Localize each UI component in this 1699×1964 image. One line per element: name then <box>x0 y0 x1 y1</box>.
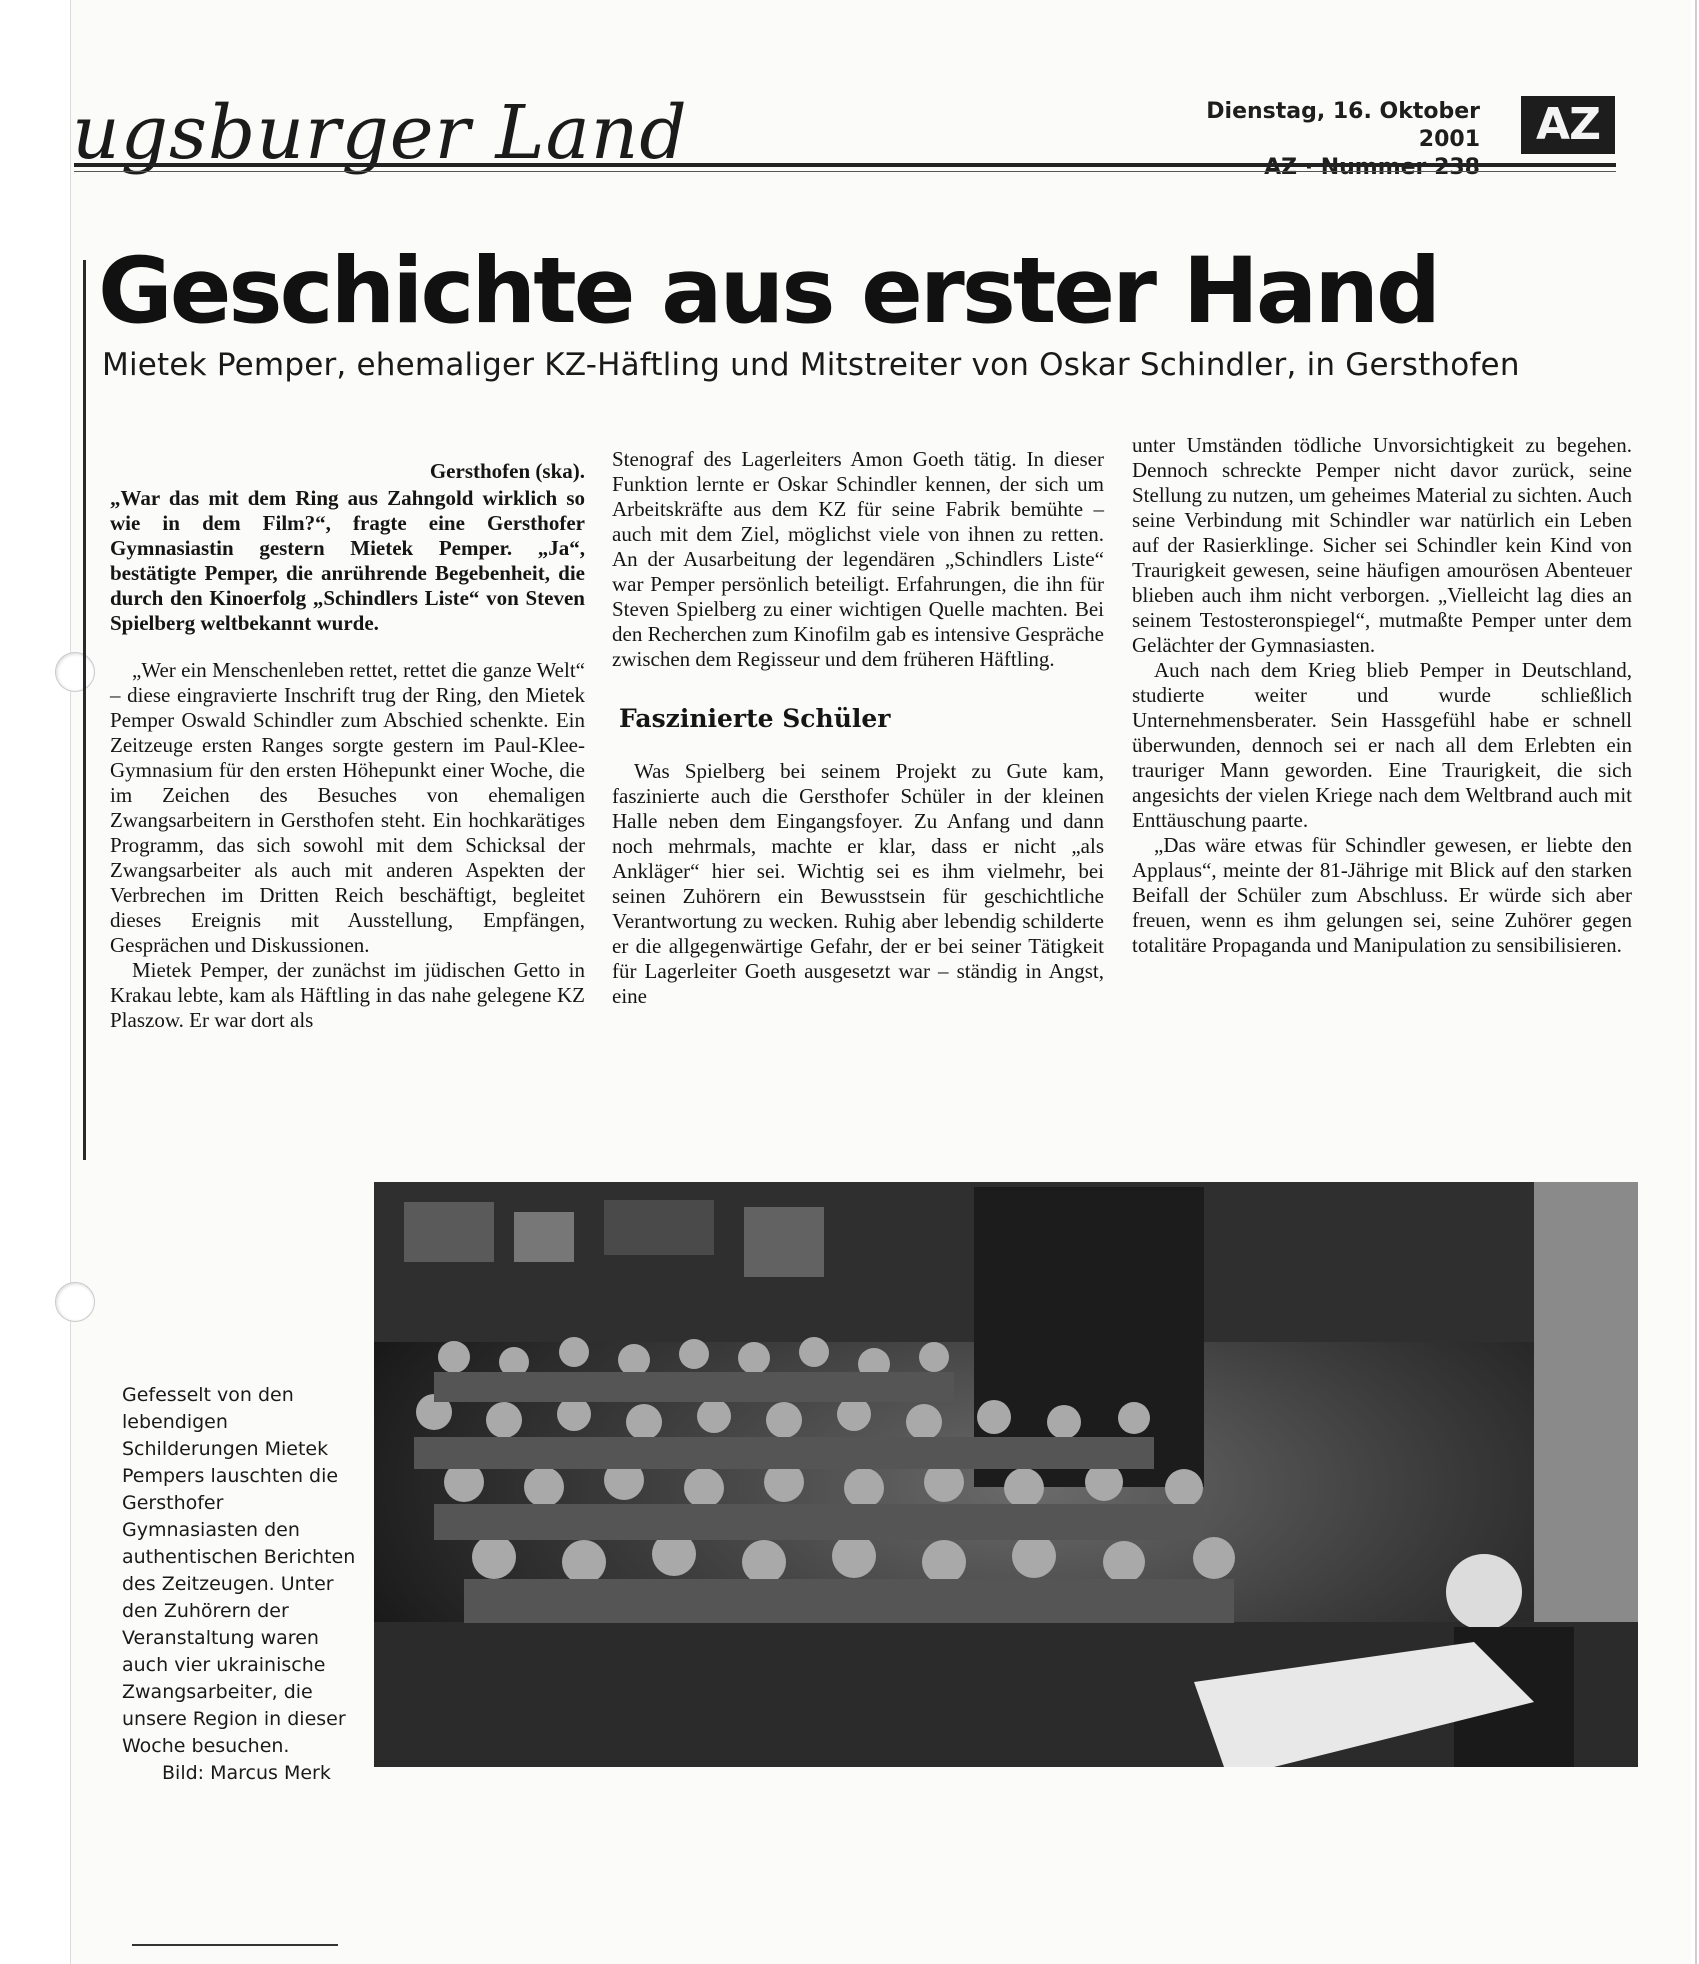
article-column-3 <box>1132 433 1632 958</box>
headline: Geschichte aus erster Hand <box>98 239 1439 344</box>
body-paragraph: Stenograf des Lagerleiters Amon Goeth tätig. In dieser Funktion lernte er Oskar Schindler kennen, der sich um Arbeitskräfte aus dem KZ für seine Fabrik bemühte – auch mit dem Ziel, möglichst viele von ihnen zu retten. An der Ausarbeitung der legendären „Schindlers Liste“ war Pemper persönlich beteiligt. Erfahrungen, die ihn für Steven Spielberg zu einer wichtigen Quelle machten. Bei den Recherchen zum Kinofilm gab es intensive Gespräche zwischen dem Regisseur und dem früheren Häftling. <box>612 447 1104 671</box>
audience-photo <box>374 1182 1638 1767</box>
audience-photo-graphic <box>374 1182 1638 1767</box>
article-side-rule <box>83 260 86 1160</box>
body-paragraph: Mietek Pemper, der zunächst im jüdischen Getto in Krakau lebte, kam als Häftling in das nahe gelegene KZ Plaszow. Er war dort als <box>110 958 585 1032</box>
masthead-rule-thin <box>74 171 1616 172</box>
subheadline: Mietek Pemper, ehemaliger KZ-Häftling und Mitstreiter von Oskar Schindler, in Gersthofen <box>102 347 1520 383</box>
footer-rule <box>132 1944 338 1946</box>
body-paragraph: „Wer ein Menschenleben rettet, rettet die ganze Welt“ – diese eingravierte Inschrift trug der Ring, den Mietek Pemper Oswald Schindler zum Abschied schenkte. Ein Zeitzeuge ersten Ranges sorgte gestern im Paul-Klee-Gymnasium für den ersten Höhepunkt einer Woche, die im Zeichen des Besuches von ehemaligen Zwangsarbeitern in Gersthofen steht. Ein hochkarätiges Programm, das sich sowohl mit dem Schicksal der Zwangsarbeiter als auch mit anderen Aspekten der Verbrechen im Dritten Reich beschäftigt, begleitet dieses Ereignis mit Ausstellung, Empfängen, Gesprächen und Diskussionen. <box>110 658 585 957</box>
page-edge-shadow <box>1695 0 1697 1964</box>
article-column-2 <box>612 447 1104 1009</box>
body-paragraph: „Das wäre etwas für Schindler gewesen, er liebte den Applaus“, meinte der 81-Jährige mit Blick auf den starken Beifall der Schüler zum Abschluss. Er würde sich aber freuen, wenn es ihm gelungen sei, seine Zuhörer gegen totalitäre Propaganda und Manipulation zu sensibilisieren. <box>1132 833 1632 957</box>
punch-hole-top <box>55 652 95 692</box>
masthead-rule <box>74 163 1616 167</box>
caption-text: Gefesselt von den lebendigen Schilderungen Mietek Pempers lauschten die Gersthofer Gymnasiasten den authentischen Berichten des Zeitzeugen. Unter den Zuhörern der Veranstaltung waren auch vier ukrainische Zwangsarbeiter, die unsere Region in dieser Woche besuchen. <box>122 1384 356 1757</box>
body-paragraph: unter Umständen tödliche Unvorsichtigkeit zu begehen. Dennoch schreckte Pemper nicht davor zurück, seine Stellung zu nutzen, um geheimes Material zu sichten. Auch seine Verbindung mit Schindler war natürlich ein Leben auf der Rasierklinge. Sicher sei Schindler kein Kind von Traurigkeit gewesen, seine häufigen amourösen Abenteuer blieben auch ihm nicht verborgen. „Vielleicht lag dies an seinem Testosteronspiegel“, mutmaßte Pemper unter dem Gelächter der Gymnasiasten. <box>1132 433 1632 657</box>
issue-date: Dienstag, 16. Oktober 2001 <box>1206 99 1480 152</box>
lead-paragraph: „War das mit dem Ring aus Zahngold wirklich so wie in dem Film?“, fragte eine Gersthofer Gymnasiastin gestern Mietek Pemper. „Ja“, bestätigte Pemper, die anrührende Begebenheit, die durch den Kinoerfolg „Schindlers Liste“ von Steven Spielberg weltbekannt wurde. <box>110 486 585 635</box>
dateline: Gersthofen (ska). <box>429 459 585 483</box>
issue-number: AZ · Nummer 238 <box>1264 155 1480 180</box>
az-logo: AZ <box>1521 96 1615 154</box>
subheading: Faszinierte Schüler <box>619 704 891 733</box>
section-title: ugsburger Land <box>72 90 688 176</box>
photo-credit: Bild: Marcus Merk <box>162 1762 331 1784</box>
issue-info <box>1150 98 1480 182</box>
photo-caption <box>122 1382 362 1787</box>
article-column-1 <box>110 459 585 1033</box>
body-paragraph: Auch nach dem Krieg blieb Pemper in Deutschland, studierte weiter und wurde schließlich Unternehmensberater. Sein Hassgefühl habe er schnell überwunden, dennoch sei er nach all dem Erlebten ein trauriger Mann geworden. Eine Traurigkeit, die sich angesichts der vielen Kriege nach dem Weltbrand auch mit Enttäuschung paarte. <box>1132 658 1632 832</box>
punch-hole-bottom <box>55 1282 95 1322</box>
body-paragraph: Was Spielberg bei seinem Projekt zu Gute kam, faszinierte auch die Gersthofer Schüler in der kleinen Halle neben dem Eingangsfoyer. Zu Anfang und dann noch mehrmals, machte er klar, dass er nicht „als Ankläger“ hier sei. Wichtig sei es ihm vielmehr, bei seinen Zuhörern ein Bewusstsein für geschichtliche Verantwortung zu wecken. Ruhig aber lebendig schilderte er die allgegenwärtige Gefahr, der er bei seiner Tätigkeit für Lagerleiter Goeth ausgesetzt war – ständig in Angst, eine <box>612 759 1104 1008</box>
